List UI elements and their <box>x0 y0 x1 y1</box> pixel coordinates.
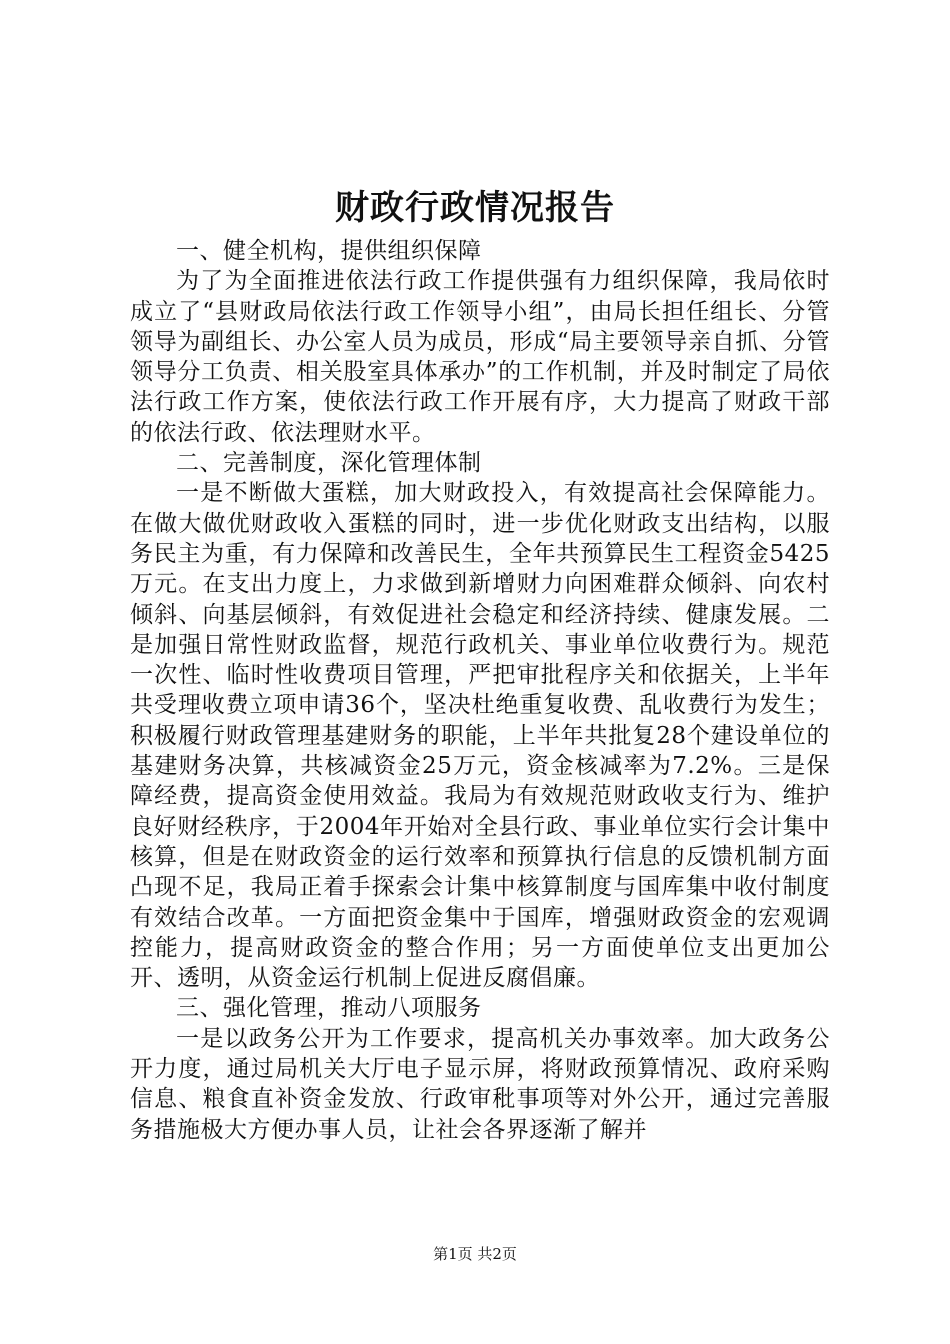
document-body <box>130 236 830 1145</box>
section-heading-1: 一、健全机构，提供组织保障 <box>176 238 482 264</box>
paragraph-3: 一是以政务公开为工作要求，提高机关办事效率。加大政务公开力度，通过局机关大厅电子显示屏，将财政预算情况、政府采购信息、粮食直补资金发放、行政审秕事项等对外公开，通过完善服务措施极大方便办事人员，让社会各界逐渐了解并 <box>130 1025 830 1143</box>
section-heading-3: 三、强化管理，推动八项服务 <box>176 995 482 1022</box>
document-title: 财政行政情况报告 <box>335 188 615 228</box>
paragraph-1: 为了为全面推进依法行政工作提供强有力组织保障，我局依时成立了“县财政局依法行政工作领导小组”，由局长担任组长、分管领导为副组长、办公室人员为成员，形成“局主要领导亲自抓、分管领导分工负责、相关股室具体承办”的工作机制，并及时制定了局依法行政工作方案，使依法行政工作开展有序，大力提高了财政干部的依法行政、依法理财水平。 <box>130 268 830 446</box>
section-heading-2: 二、完善制度，深化管理体制 <box>176 450 482 477</box>
page-footer: 第1页 共2页 <box>433 1245 517 1263</box>
paragraph-2: 一是不断做大蛋糕，加大财政投入，有效提高社会保障能力。在做大做优财政收入蛋糕的同时，进一步优化财政支出结构，以服务民主为重，有力保障和改善民生，全年共预算民生工程资金5425万元。在支出力度上，力求做到新增财力向困难群众倾斜、向农村倾斜、向基层倾斜，有效促进社会稳定和经济持续、健康发展。二是加强日常性财政监督，规范行政机关、事业单位收费行为。规范一次性、临时性收费项目管理，严把审批程序关和依据关，上半年共受理收费立项申请36个，坚决杜绝重复收费、乱收费行为发生；积极履行财政管理基建财务的职能，上半年共批复28个建设单位的基建财务决算，共核减资金25万元，资金核减率为7.2%。三是保障经费，提高资金使用效益。我局为有效规范财政收支行为、维护良好财经秩序，于2004年开始对全县行政、事业单位实行会计集中核算，但是在财政资金的运行效率和预算执行信息的反馈机制方面凸现不足，我局正着手探索会计集中核算制度与国库集中收付制度有效结合改革。一方面把资金集中于国库，增强财政资金的宏观调控能力，提高财政资金的整合作用；另一方面使单位支出更加公开、透明，从资金运行机制上促进反腐倡廉。 <box>130 480 830 992</box>
